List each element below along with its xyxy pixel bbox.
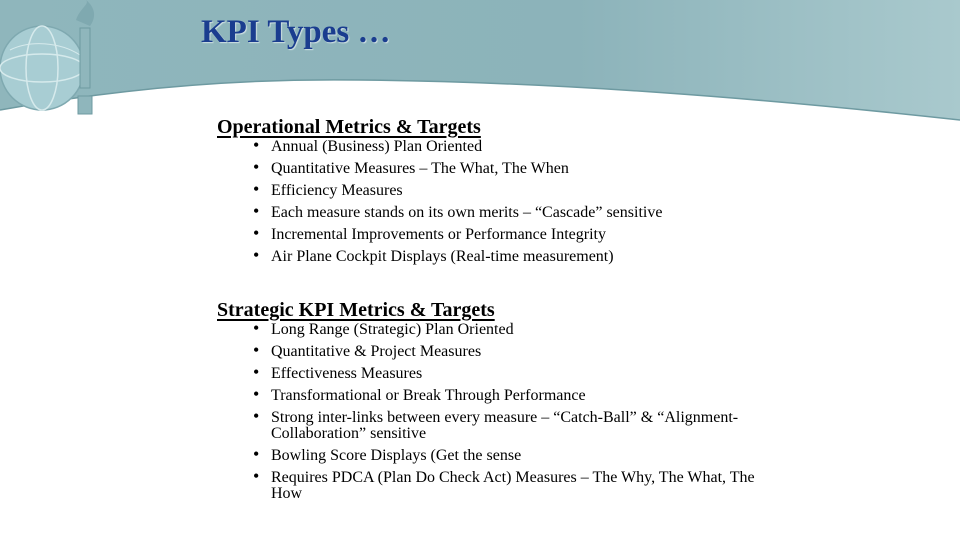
bullet-icon: • bbox=[253, 444, 260, 464]
list-item bbox=[253, 444, 773, 464]
bullet-text: Requires PDCA (Plan Do Check Act) Measures – The Why, The What, The How bbox=[271, 469, 755, 502]
list-item bbox=[253, 157, 773, 177]
bullet-icon: • bbox=[253, 362, 260, 382]
globe-torch-icon bbox=[0, 0, 100, 125]
bullet-text: Quantitative Measures – The What, The When bbox=[271, 160, 569, 177]
bullet-icon: • bbox=[253, 340, 260, 360]
bullet-icon: • bbox=[253, 223, 260, 243]
section-heading: Operational Metrics & Targets bbox=[217, 116, 481, 138]
bullet-icon: • bbox=[253, 406, 260, 426]
slide-title: KPI Types … bbox=[201, 14, 391, 50]
bullet-text: Bowling Score Displays (Get the sense bbox=[271, 447, 522, 464]
bullet-icon: • bbox=[253, 157, 260, 177]
bullet-list bbox=[253, 135, 773, 265]
bullet-icon: • bbox=[253, 179, 260, 199]
bullet-icon: • bbox=[253, 135, 260, 155]
bullet-text: Long Range (Strategic) Plan Oriented bbox=[271, 321, 514, 338]
list-item bbox=[253, 318, 773, 338]
bullet-text: Incremental Improvements or Performance Integrity bbox=[271, 226, 606, 243]
list-item bbox=[253, 223, 773, 243]
bullet-text: Air Plane Cockpit Displays (Real-time measurement) bbox=[271, 248, 614, 265]
bullet-text: Transformational or Break Through Performance bbox=[271, 387, 586, 404]
list-item bbox=[253, 135, 773, 155]
bullet-list bbox=[253, 318, 773, 502]
operational-metrics-section bbox=[217, 115, 737, 271]
bullet-text: Effectiveness Measures bbox=[271, 365, 423, 382]
list-item bbox=[253, 466, 773, 502]
bullet-text: Each measure stands on its own merits – “Cascade” sensitive bbox=[271, 204, 663, 221]
list-item bbox=[253, 179, 773, 199]
strategic-metrics-section bbox=[217, 298, 755, 508]
bullet-text: Strong inter-links between every measure – “Catch-Ball” & “Alignment-Collaboration” sensitive bbox=[271, 409, 739, 442]
bullet-text: Annual (Business) Plan Oriented bbox=[271, 138, 483, 155]
bullet-icon: • bbox=[253, 318, 260, 338]
bullet-text: Quantitative & Project Measures bbox=[271, 343, 482, 360]
list-item bbox=[253, 340, 773, 360]
section-heading: Strategic KPI Metrics & Targets bbox=[217, 299, 495, 321]
bullet-icon: • bbox=[253, 245, 260, 265]
list-item bbox=[253, 406, 773, 442]
list-item bbox=[253, 245, 773, 265]
bullet-text: Efficiency Measures bbox=[271, 182, 403, 199]
list-item bbox=[253, 362, 773, 382]
list-item bbox=[253, 384, 773, 404]
bullet-icon: • bbox=[253, 466, 260, 486]
bullet-icon: • bbox=[253, 384, 260, 404]
bullet-icon: • bbox=[253, 201, 260, 221]
list-item bbox=[253, 201, 773, 221]
